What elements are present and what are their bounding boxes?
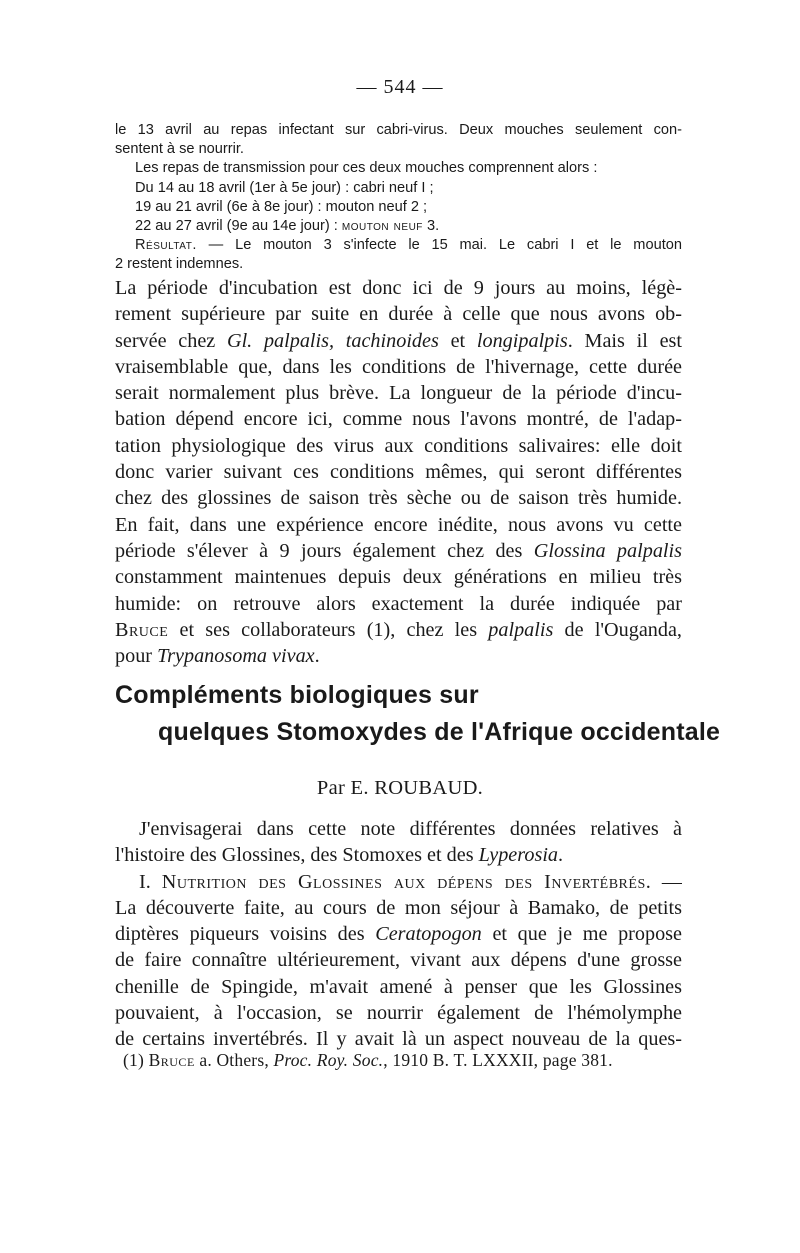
paragraph-introduction <box>115 816 682 1053</box>
protocol-text: 3. <box>422 218 440 235</box>
text-span: . — <box>645 870 682 893</box>
article-author: Par E. ROUBAUD. <box>316 777 484 799</box>
text-span: . <box>558 844 564 867</box>
text-line <box>115 617 682 643</box>
text-span: l'histoire des Glossines, des Stomoxes et des <box>115 844 479 867</box>
text-span: . Mais il est <box>567 329 682 352</box>
footnote <box>123 1050 613 1071</box>
protocol-line <box>115 217 682 236</box>
protocol-line <box>115 236 682 255</box>
protocol-line: le 13 avril au repas infectant sur cabri-virus. Deux mouches seulement con- <box>115 122 682 138</box>
author-name: Bruce <box>115 618 169 641</box>
text-line <box>115 921 682 947</box>
text-line: de certains invertébrés. Il y avait là un aspect nouveau de la ques- <box>115 1028 682 1051</box>
footnote-text: , 1910 B. T. LXXXII, page 381. <box>383 1050 613 1070</box>
text-span: pour <box>115 645 158 668</box>
text-line: tation physiologique des virus aux conditions salivaires: elle doit <box>115 434 682 457</box>
section-number: I. <box>139 870 162 893</box>
section-heading-line <box>115 869 682 895</box>
protocol-line: sentent à se nourrir. <box>115 141 244 158</box>
text-line <box>115 538 682 564</box>
species-name: Glossina palpalis <box>533 539 682 562</box>
text-span: . <box>314 645 320 668</box>
text-line: chenille de Spingide, m'avait amené à penser que les Glossines <box>115 975 682 998</box>
text-line: donc varier suivant ces conditions mêmes, qui seront différentes <box>115 461 682 484</box>
text-span: diptères piqueurs voisins des <box>115 923 376 946</box>
text-line: bation dépend encore ici, comme nous l'avons montré, de l'adap- <box>115 408 682 431</box>
text-span: servée chez <box>115 329 227 352</box>
text-line: serait normalement plus brève. La longueur de la période d'incu- <box>115 382 682 405</box>
species-name: longipalpis <box>476 329 568 352</box>
text-line: rement supérieure par suite en durée à celle que nous avons ob- <box>115 303 682 326</box>
protocol-line: 19 au 21 avril (6e à 8e jour) : mouton neuf 2 ; <box>135 198 428 215</box>
article-title-line-2: quelques Stomoxydes de l'Afrique occidentale <box>158 718 721 746</box>
species-name: palpalis <box>488 618 554 641</box>
text-line <box>115 842 682 868</box>
text-line <box>115 643 682 669</box>
text-line: pouvaient, à l'occasion, se nourrir également de l'hémolymphe <box>115 1002 682 1025</box>
result-label: Résultat. <box>135 237 197 254</box>
species-name: Trypanosoma vivax <box>157 645 315 668</box>
text-line: La découverte faite, au cours de mon séjour à Bamako, de petits <box>115 896 682 919</box>
species-name: Lyperosia <box>478 844 559 867</box>
text-line: humide: on retrouve alors exactement la durée indiquée par <box>115 592 682 615</box>
protocol-block <box>115 121 682 275</box>
text-line: J'envisagerai dans cette note différentes données relatives à <box>139 818 682 840</box>
protocol-text: — Le mouton 3 s'infecte le 15 mai. Le cabri I et le mouton <box>196 237 682 254</box>
page-number: — 544 — <box>356 76 444 98</box>
protocol-line: Les repas de transmission pour ces deux mouches comprennent alors : <box>135 160 598 177</box>
text-line: En fait, dans une expérience encore inédite, nous avons vu cette <box>115 513 682 536</box>
text-line <box>115 328 682 354</box>
text-span: et <box>438 329 477 352</box>
protocol-text: 22 au 27 avril (9e au 14e jour) : <box>135 218 342 235</box>
protocol-line: Du 14 au 18 avril (1er à 5e jour) : cabri neuf I ; <box>135 179 434 196</box>
text-line: constamment maintenues depuis deux générations en milieu très <box>115 566 682 589</box>
text-line: chez des glossines de saison très sèche ou de saison très humide. <box>115 487 682 510</box>
text-span: période s'élever à 9 jours également chez des <box>115 539 534 562</box>
text-span: et que je me propose <box>481 923 682 946</box>
footnote-text: a. Others, <box>194 1050 274 1070</box>
protocol-smallcaps: mouton neuf <box>341 218 423 235</box>
text-line: vraisemblable que, dans les conditions de l'hivernage, cette durée <box>115 355 682 378</box>
text-line: La période d'incubation est donc ici de 9 jours au moins, légè- <box>115 277 682 299</box>
footnote-journal: Proc. Roy. Soc. <box>273 1050 384 1070</box>
species-name: Gl. palpalis, tachinoides <box>226 329 439 352</box>
footnote-author: Bruce <box>148 1050 195 1070</box>
article-title-line-1: Compléments biologiques sur <box>115 681 479 709</box>
genus-name: Ceratopogon <box>375 923 482 946</box>
paragraph-incubation <box>115 275 682 669</box>
text-span: de l'Ouganda, <box>553 618 682 641</box>
protocol-line: 2 restent indemnes. <box>115 256 244 273</box>
text-line: de faire connaître ultérieurement, vivant aux dépens d'une grosse <box>115 949 682 972</box>
footnote-marker: (1) <box>123 1050 149 1070</box>
text-span: et ses collaborateurs (1), chez les <box>168 618 489 641</box>
section-heading: Nutrition des Glossines aux dépens des Invertébrés <box>161 870 646 893</box>
